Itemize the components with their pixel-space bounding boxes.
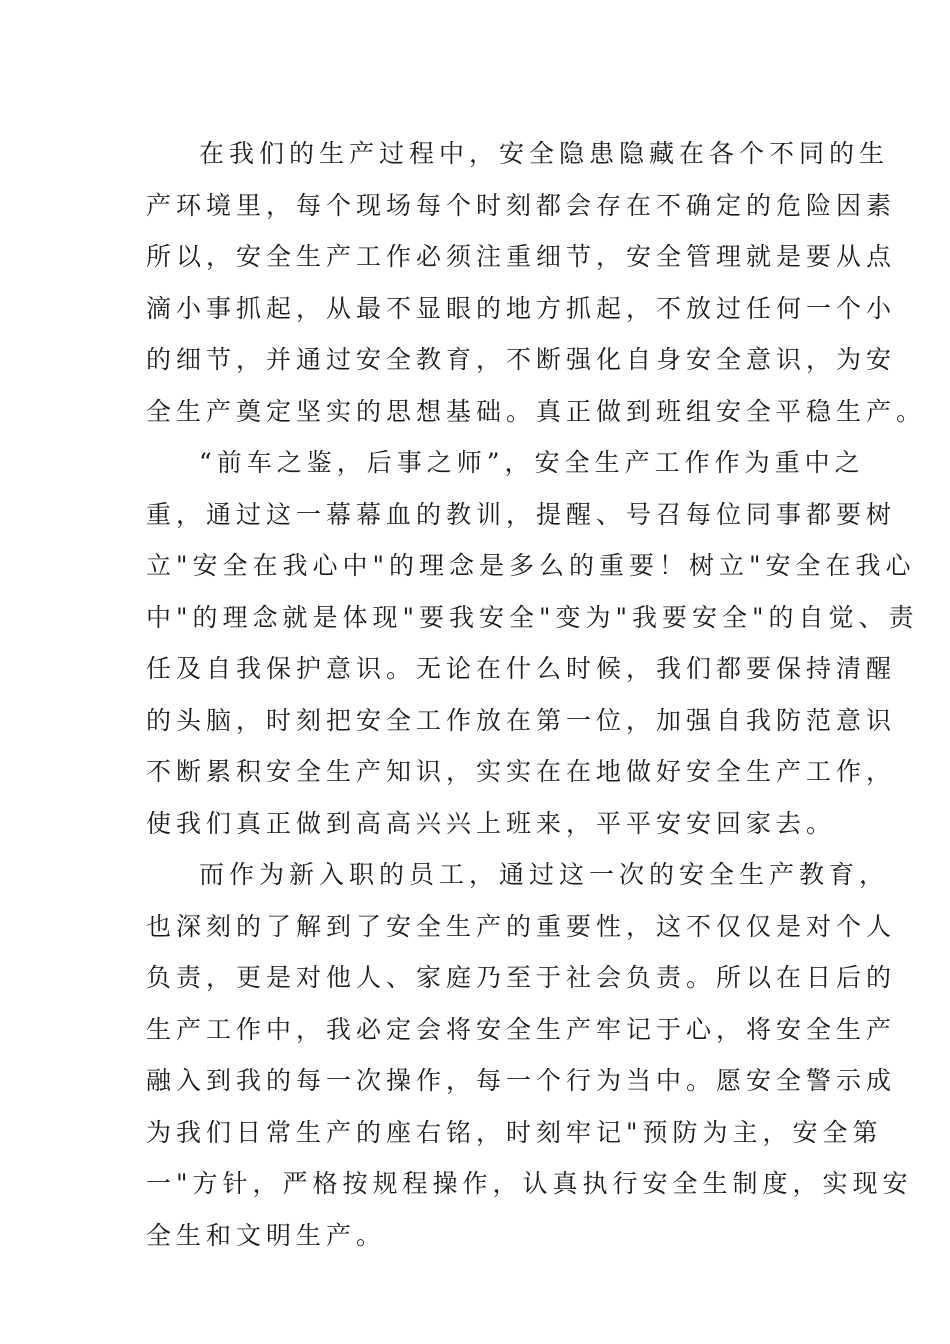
paragraph-1-line-2: 产环境里，每个现场每个时刻都会存在不确定的危险因素 — [146, 190, 897, 220]
paragraph-1-line-6: 全生产奠定坚实的思想基础。真正做到班组安全平稳生产。 — [146, 396, 927, 426]
paragraph-1-line-5: 的细节，并通过安全教育，不断强化自身安全意识，为安 — [146, 345, 897, 374]
paragraph-3-line-7: 一"方针，严格按规程操作，认真执行安全生制度，实现安 — [146, 1169, 913, 1198]
paragraph-2-line-6: 的头脑，时刻把安全工作放在第一位，加强自我防范意识 — [146, 705, 897, 735]
paragraph-2-line-7: 不断累积安全生产知识，实实在在地做好安全生产工作， — [146, 757, 897, 786]
paragraph-3-line-1: 而作为新入职的员工，通过这一次的安全生产教育， — [199, 860, 890, 889]
paragraph-3-line-2: 也深刻的了解到了安全生产的重要性，这不仅仅是对个人 — [146, 911, 897, 941]
paragraph-3-line-6: 为我们日常生产的座右铭，时刻牢记"预防为主，安全第 — [146, 1117, 883, 1147]
document-body — [146, 128, 927, 1261]
paragraph-2-line-4: 中"的理念就是体现"要我安全"变为"我要安全"的自觉、责 — [146, 602, 919, 632]
paragraph-3-line-5: 融入到我的每一次操作，每一个行为当中。愿安全警示成 — [146, 1066, 897, 1095]
paragraph-2-line-5: 任及自我保护意识。无论在什么时候，我们都要保持清醒 — [146, 654, 897, 683]
paragraph-2-line-2: 重，通过这一幕幕血的教训，提醒、号召每位同事都要树 — [146, 499, 897, 529]
paragraph-2-line-8: 使我们真正做到高高兴兴上班来，平平安安回家去。 — [146, 808, 837, 838]
paragraph-1-line-3: 所以，安全生产工作必须注重细节，安全管理就是要从点 — [146, 242, 897, 271]
paragraph-3-line-8: 全生和文明生产。 — [146, 1220, 387, 1250]
paragraph-2-line-3: 立"安全在我心中"的理念是多么的重要！树立"安全在我心 — [146, 551, 916, 580]
paragraph-3-line-4: 生产工作中，我必定会将安全生产牢记于心，将安全生产 — [146, 1014, 897, 1044]
paragraph-1-line-4: 滴小事抓起，从最不显眼的地方抓起，不放过任何一个小 — [146, 293, 897, 323]
paragraph-1-line-1: 在我们的生产过程中，安全隐患隐藏在各个不同的生 — [199, 139, 890, 168]
paragraph-2-line-1: “前车之鉴，后事之师”，安全生产工作作为重中之 — [199, 448, 865, 477]
paragraph-3-line-3: 负责，更是对他人、家庭乃至于社会负责。所以在日后的 — [146, 963, 897, 992]
